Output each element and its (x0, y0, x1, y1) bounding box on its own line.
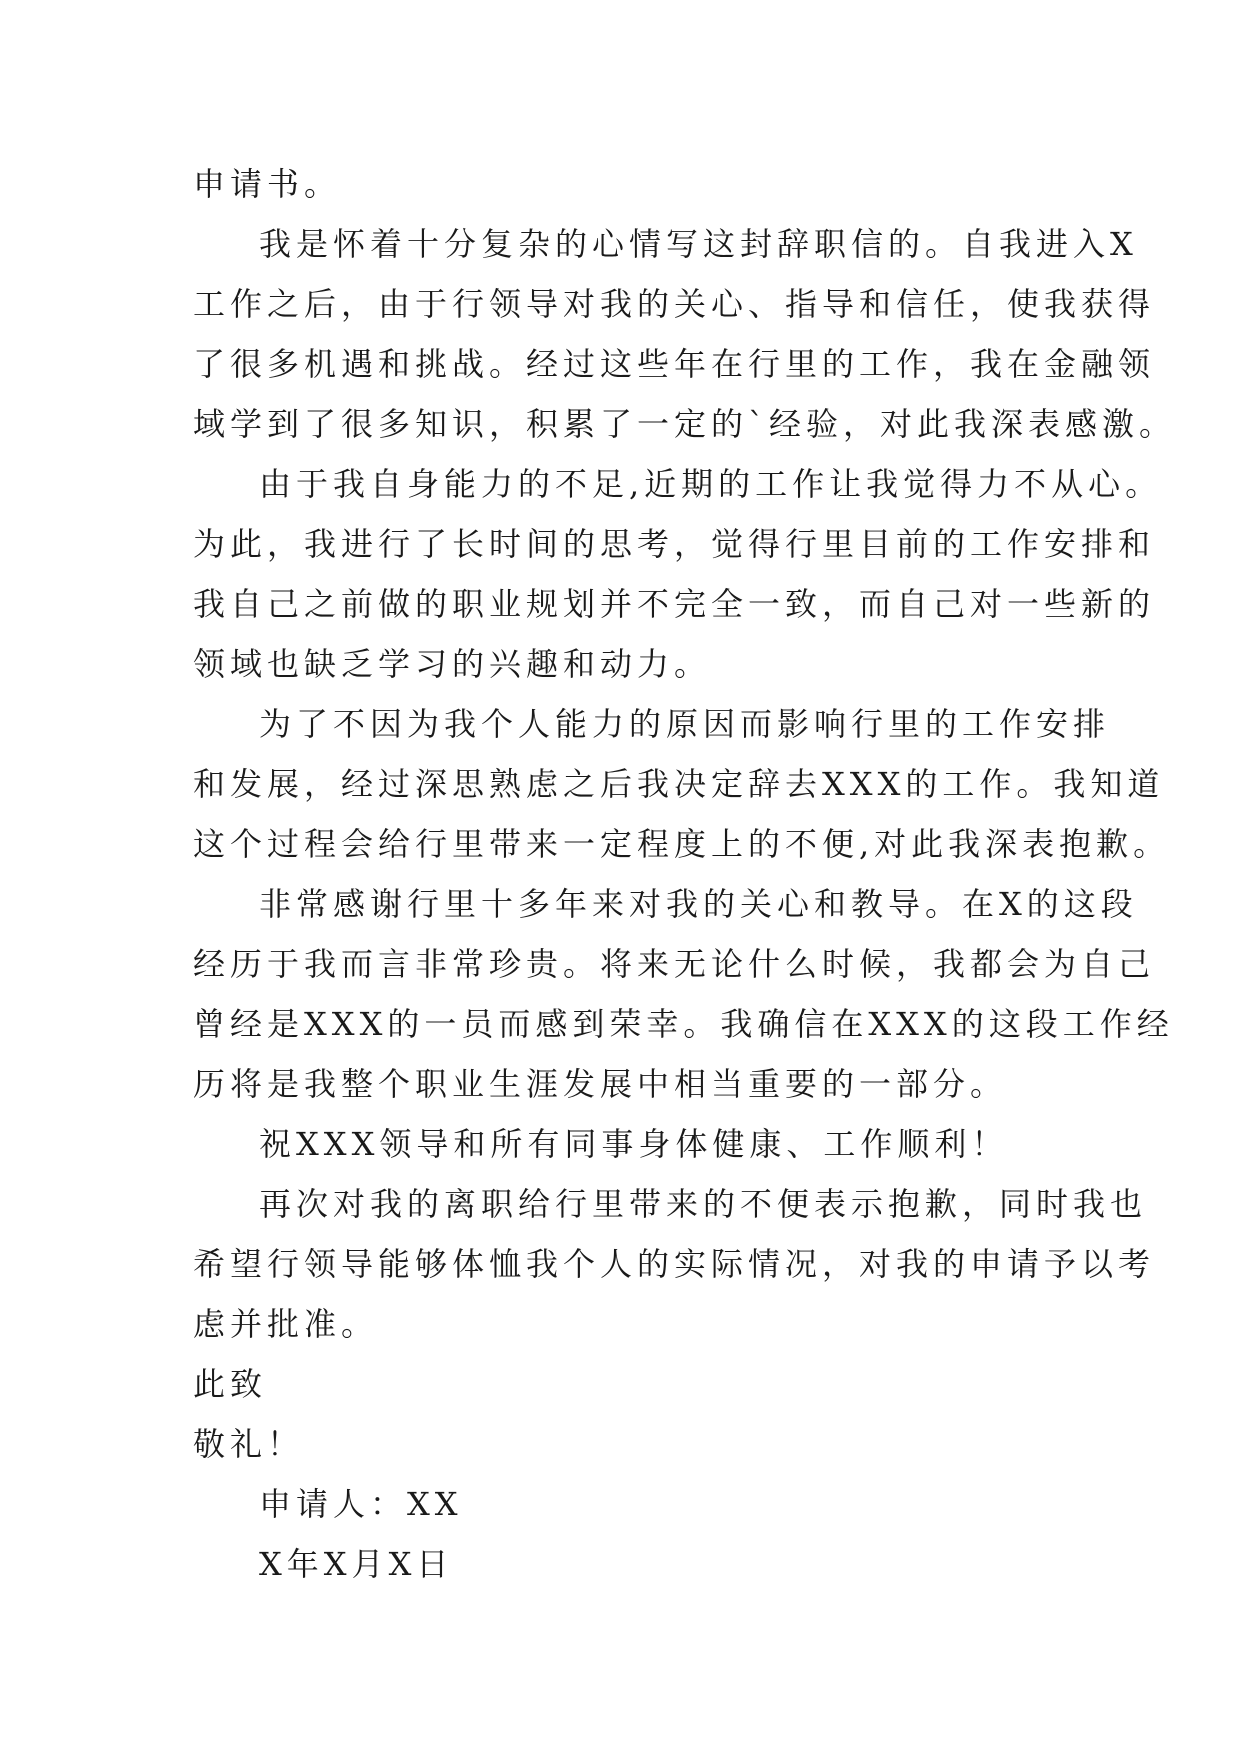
text-line: 了很多机遇和挑战。经过这些年在行里的工作，我在金融领 (193, 345, 1156, 383)
text-line: 希望行领导能够体恤我个人的实际情况，对我的申请予以考 (193, 1245, 1156, 1283)
text-line: 申请书。 (193, 165, 342, 203)
text-line: 我自己之前做的职业规划并不完全一致，而自己对一些新的 (193, 585, 1156, 623)
date-line: X年X月X日 (259, 1545, 454, 1583)
text-line: 和发展，经过深思熟虑之后我决定辞去XXX的工作。我知道 (193, 765, 1165, 803)
text-line: 再次对我的离职给行里带来的不便表示抱歉，同时我也 (259, 1185, 1148, 1223)
text-line: 域学到了很多知识，积累了一定的`经验，对此我深表感激。 (193, 405, 1177, 443)
text-line: 我是怀着十分复杂的心情写这封辞职信的。自我进入X (259, 225, 1138, 263)
text-line: 曾经是XXX的一员而感到荣幸。我确信在XXX的这段工作经 (193, 1005, 1174, 1043)
text-line: 领域也缺乏学习的兴趣和动力。 (193, 645, 712, 683)
closing-salutation: 敬礼！ (193, 1425, 305, 1463)
text-line: 为了不因为我个人能力的原因而影响行里的工作安排 (259, 705, 1111, 743)
text-line: 由于我自身能力的不足,近期的工作让我觉得力不从心。 (259, 465, 1163, 503)
signature-line: 申请人：XX (259, 1485, 463, 1523)
text-line: 非常感谢行里十多年来对我的关心和教导。在X的这段 (259, 885, 1138, 923)
letter-body (193, 154, 1177, 1594)
text-line: 为此，我进行了长时间的思考，觉得行里目前的工作安排和 (193, 525, 1156, 563)
closing-line: 此致 (193, 1365, 268, 1403)
text-line: 这个过程会给行里带来一定程度上的不便,对此我深表抱歉。 (193, 825, 1171, 863)
text-line: 历将是我整个职业生涯发展中相当重要的一部分。 (193, 1065, 1008, 1103)
text-line: 经历于我而言非常珍贵。将来无论什么时候，我都会为自己 (193, 945, 1156, 983)
text-line: 工作之后，由于行领导对我的关心、指导和信任，使我获得 (193, 285, 1156, 323)
text-line: 祝XXX领导和所有同事身体健康、工作顺利！ (259, 1125, 1009, 1163)
text-line: 虑并批准。 (193, 1305, 379, 1343)
